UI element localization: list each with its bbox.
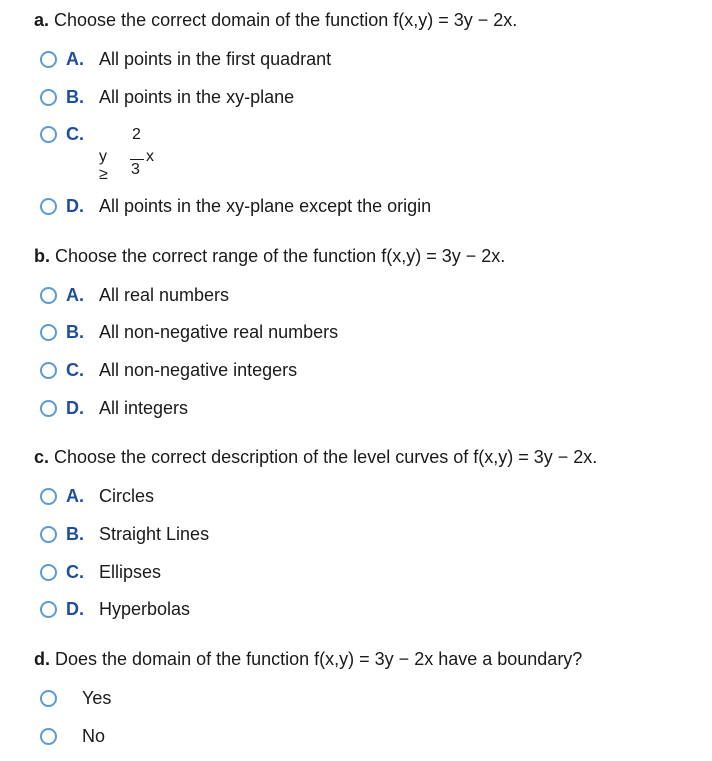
option-letter: A.: [66, 48, 84, 69]
radio-button[interactable]: [40, 601, 57, 618]
radio-button[interactable]: [40, 400, 57, 417]
question-b-option-c[interactable]: [40, 359, 297, 381]
question-c-option-b[interactable]: [40, 523, 209, 545]
question-b-option-b[interactable]: [40, 321, 338, 343]
option-text: All points in the xy-plane except the origin: [99, 195, 432, 216]
question-c-option-a[interactable]: [40, 485, 154, 507]
option-letter: A.: [66, 284, 84, 305]
option-letter: D.: [66, 195, 84, 216]
question-c-option-d[interactable]: [40, 598, 190, 620]
option-text: All real numbers: [99, 284, 230, 305]
option-text: Hyperbolas: [99, 598, 191, 619]
option-letter: C.: [66, 561, 84, 582]
question-b-text: Choose the correct range of the function f(x,y) = 3y − 2x.: [50, 246, 506, 266]
inequality-variable: x: [146, 148, 154, 165]
option-letter: D.: [66, 598, 84, 619]
inequality-relation: y ≥: [99, 148, 108, 183]
option-text: All non-negative real numbers: [99, 321, 339, 342]
question-c-text: Choose the correct description of the level curves of f(x,y) = 3y − 2x.: [49, 447, 598, 467]
option-text: Ellipses: [99, 561, 162, 582]
radio-button[interactable]: [40, 362, 57, 379]
question-c-option-c[interactable]: [40, 561, 161, 583]
radio-button[interactable]: [40, 324, 57, 341]
fraction-denominator: 3: [131, 161, 140, 178]
radio-button[interactable]: [40, 89, 57, 106]
question-d-option-yes[interactable]: [40, 687, 111, 709]
question-c-label: c.: [34, 447, 50, 467]
radio-button[interactable]: [40, 728, 57, 745]
question-d-text: Does the domain of the function f(x,y) = 3y − 2x have a boundary?: [50, 649, 583, 669]
radio-button[interactable]: [40, 690, 57, 707]
question-a-prompt: [34, 10, 517, 31]
question-a-option-c[interactable]: [40, 123, 99, 145]
option-letter: B.: [66, 523, 84, 544]
radio-button[interactable]: [40, 526, 57, 543]
question-b-option-a[interactable]: [40, 284, 229, 306]
option-text: No: [82, 725, 106, 746]
question-b-label: b.: [34, 246, 50, 266]
option-letter: C.: [66, 359, 84, 380]
option-text: Circles: [99, 485, 155, 506]
option-letter: C.: [66, 123, 84, 144]
question-d-option-no[interactable]: [40, 725, 105, 747]
option-text: Straight Lines: [99, 523, 210, 544]
option-text: All integers: [99, 397, 189, 418]
fraction-bar: [130, 159, 144, 160]
question-b-prompt: [34, 246, 505, 267]
option-text: Yes: [82, 687, 112, 708]
radio-button[interactable]: [40, 51, 57, 68]
radio-button[interactable]: [40, 126, 57, 143]
radio-button[interactable]: [40, 564, 57, 581]
option-text: All points in the first quadrant: [99, 48, 332, 69]
question-d-label: d.: [34, 649, 50, 669]
question-a-option-a[interactable]: [40, 48, 331, 70]
radio-button[interactable]: [40, 198, 57, 215]
option-letter: A.: [66, 485, 84, 506]
radio-button[interactable]: [40, 287, 57, 304]
question-d-prompt: [34, 649, 582, 670]
fraction-numerator: 2: [132, 126, 141, 143]
radio-button[interactable]: [40, 488, 57, 505]
option-letter: B.: [66, 86, 84, 107]
question-a-label: a.: [34, 10, 50, 30]
option-letter: B.: [66, 321, 84, 342]
question-c-prompt: [34, 447, 597, 468]
question-b-option-d[interactable]: [40, 397, 188, 419]
option-text: All points in the xy-plane: [99, 86, 295, 107]
question-a-option-b[interactable]: [40, 86, 294, 108]
question-a-option-d[interactable]: [40, 195, 431, 217]
question-a-text: Choose the correct domain of the function f(x,y) = 3y − 2x.: [49, 10, 518, 30]
option-letter: D.: [66, 397, 84, 418]
option-text: All non-negative integers: [99, 359, 298, 380]
